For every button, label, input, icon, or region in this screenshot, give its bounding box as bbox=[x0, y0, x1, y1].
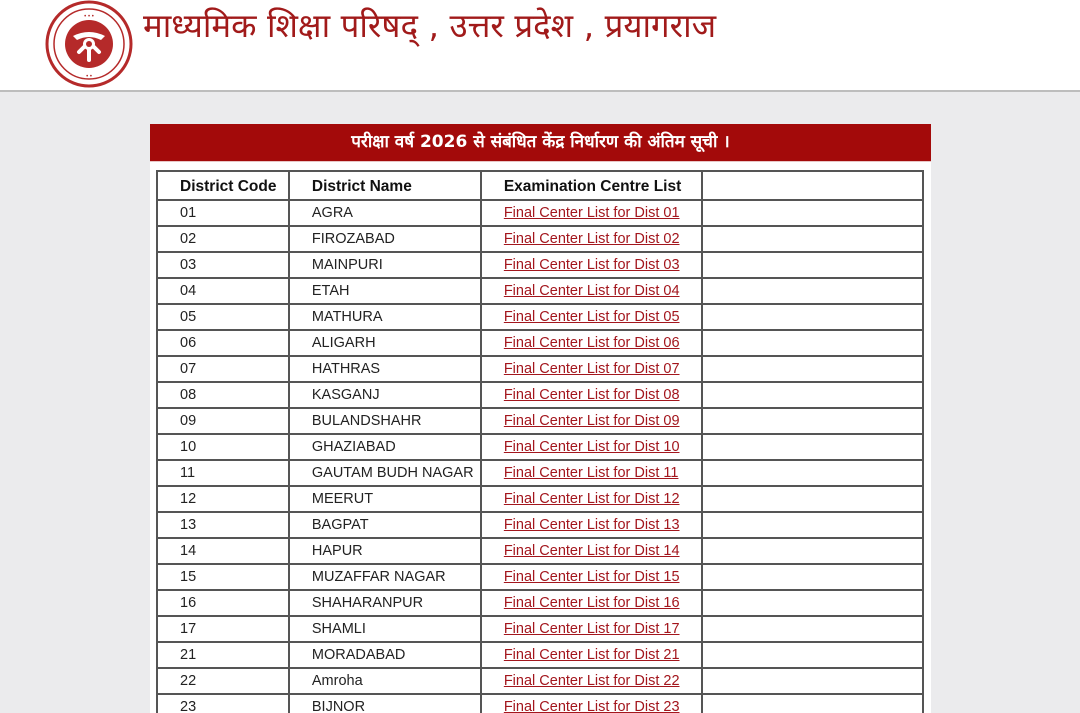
district-centre-table bbox=[156, 170, 924, 713]
district-code: 11 bbox=[157, 460, 289, 486]
svg-text:• • •: • • • bbox=[84, 14, 94, 20]
district-name: HAPUR bbox=[289, 538, 481, 564]
header-empty bbox=[702, 171, 923, 200]
district-code: 21 bbox=[157, 642, 289, 668]
table-row bbox=[157, 564, 923, 590]
center-list-link[interactable]: Final Center List for Dist 15 bbox=[503, 569, 680, 585]
table-row bbox=[157, 356, 923, 382]
district-name: ETAH bbox=[289, 278, 481, 304]
table-row bbox=[157, 642, 923, 668]
table-row bbox=[157, 252, 923, 278]
district-name: BULANDSHAHR bbox=[289, 408, 481, 434]
table-row bbox=[157, 226, 923, 252]
district-code: 23 bbox=[157, 694, 289, 713]
district-name: FIROZABAD bbox=[289, 226, 481, 252]
header-district-name: District Name bbox=[289, 171, 481, 200]
center-list-link[interactable]: Final Center List for Dist 22 bbox=[503, 673, 680, 689]
page-banner-title: परीक्षा वर्ष 2026 से संबंधित केंद्र निर्धारण की अंतिम सूची । bbox=[150, 124, 931, 162]
table-row bbox=[157, 486, 923, 512]
center-list-link[interactable]: Final Center List for Dist 17 bbox=[503, 621, 680, 637]
site-header bbox=[0, 0, 1080, 92]
table-row bbox=[157, 330, 923, 356]
center-list-link[interactable]: Final Center List for Dist 07 bbox=[503, 361, 680, 377]
center-list-link[interactable]: Final Center List for Dist 11 bbox=[503, 465, 679, 481]
center-list-link[interactable]: Final Center List for Dist 01 bbox=[503, 205, 680, 221]
district-code: 16 bbox=[157, 590, 289, 616]
table-row bbox=[157, 200, 923, 226]
district-name: HATHRAS bbox=[289, 356, 481, 382]
table-row bbox=[157, 408, 923, 434]
district-code: 01 bbox=[157, 200, 289, 226]
district-name: SHAHARANPUR bbox=[289, 590, 481, 616]
table-header-row bbox=[157, 171, 923, 200]
table-row bbox=[157, 460, 923, 486]
table-row bbox=[157, 590, 923, 616]
center-list-link[interactable]: Final Center List for Dist 12 bbox=[503, 491, 680, 507]
svg-text:• •: • • bbox=[86, 74, 92, 80]
district-code: 09 bbox=[157, 408, 289, 434]
center-list-link[interactable]: Final Center List for Dist 14 bbox=[503, 543, 680, 559]
district-code: 14 bbox=[157, 538, 289, 564]
site-title: माध्यमिक शिक्षा परिषद् , उत्तर प्रदेश , प्रयागराज bbox=[143, 6, 717, 45]
district-code: 15 bbox=[157, 564, 289, 590]
center-list-link[interactable]: Final Center List for Dist 21 bbox=[503, 647, 680, 663]
table-row bbox=[157, 538, 923, 564]
main-content-panel bbox=[150, 124, 931, 713]
district-code: 12 bbox=[157, 486, 289, 512]
center-list-link[interactable]: Final Center List for Dist 10 bbox=[503, 439, 680, 455]
district-code: 22 bbox=[157, 668, 289, 694]
district-name: MORADABAD bbox=[289, 642, 481, 668]
district-code: 03 bbox=[157, 252, 289, 278]
district-name: MATHURA bbox=[289, 304, 481, 330]
header-exam-centre-list: Examination Centre List bbox=[481, 171, 702, 200]
center-list-link[interactable]: Final Center List for Dist 05 bbox=[503, 309, 680, 325]
district-code: 08 bbox=[157, 382, 289, 408]
center-list-link[interactable]: Final Center List for Dist 09 bbox=[503, 413, 680, 429]
district-name: MUZAFFAR NAGAR bbox=[289, 564, 481, 590]
center-list-link[interactable]: Final Center List for Dist 02 bbox=[503, 231, 680, 247]
table-row bbox=[157, 382, 923, 408]
table-row bbox=[157, 668, 923, 694]
header-district-code: District Code bbox=[157, 171, 289, 200]
district-code: 02 bbox=[157, 226, 289, 252]
district-code: 10 bbox=[157, 434, 289, 460]
district-name: BIJNOR bbox=[289, 694, 481, 713]
district-name: ALIGARH bbox=[289, 330, 481, 356]
table-row bbox=[157, 304, 923, 330]
district-code: 17 bbox=[157, 616, 289, 642]
center-list-link[interactable]: Final Center List for Dist 16 bbox=[503, 595, 680, 611]
district-code: 06 bbox=[157, 330, 289, 356]
table-row bbox=[157, 616, 923, 642]
district-code: 05 bbox=[157, 304, 289, 330]
district-name: MAINPURI bbox=[289, 252, 481, 278]
district-name: Amroha bbox=[289, 668, 481, 694]
center-list-link[interactable]: Final Center List for Dist 06 bbox=[503, 335, 680, 351]
district-code: 04 bbox=[157, 278, 289, 304]
center-list-link[interactable]: Final Center List for Dist 04 bbox=[503, 283, 680, 299]
center-list-link[interactable]: Final Center List for Dist 03 bbox=[503, 257, 680, 273]
table-row bbox=[157, 512, 923, 538]
district-code: 07 bbox=[157, 356, 289, 382]
board-emblem-logo bbox=[43, 0, 135, 88]
center-list-link[interactable]: Final Center List for Dist 23 bbox=[503, 699, 680, 713]
table-row bbox=[157, 434, 923, 460]
center-list-link[interactable]: Final Center List for Dist 13 bbox=[503, 517, 680, 533]
district-name: MEERUT bbox=[289, 486, 481, 512]
table-row bbox=[157, 278, 923, 304]
center-list-link[interactable]: Final Center List for Dist 08 bbox=[503, 387, 680, 403]
district-code: 13 bbox=[157, 512, 289, 538]
district-name: GAUTAM BUDH NAGAR bbox=[289, 460, 481, 486]
district-name: SHAMLI bbox=[289, 616, 481, 642]
district-name: GHAZIABAD bbox=[289, 434, 481, 460]
table-row bbox=[157, 694, 923, 713]
district-name: AGRA bbox=[289, 200, 481, 226]
district-name: BAGPAT bbox=[289, 512, 481, 538]
district-name: KASGANJ bbox=[289, 382, 481, 408]
